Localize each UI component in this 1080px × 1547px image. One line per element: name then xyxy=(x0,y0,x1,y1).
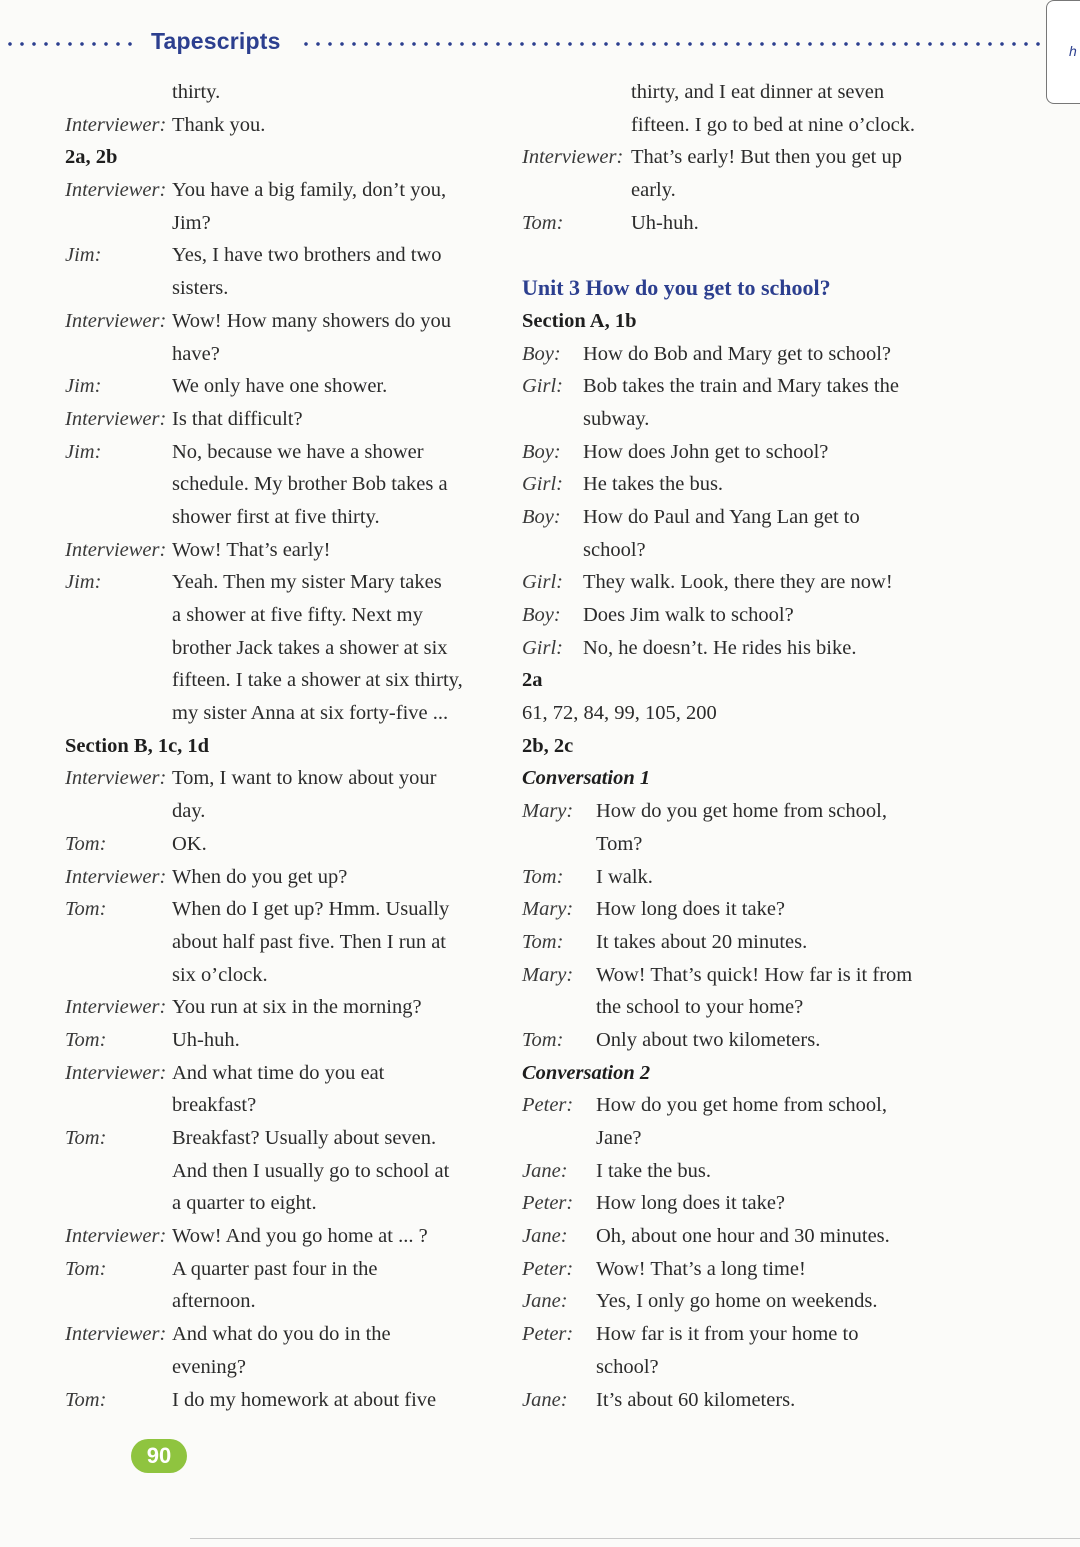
speaker-label: Jane: xyxy=(522,1290,568,1313)
dialogue-text: How do Paul and Yang Lan get to xyxy=(583,505,860,528)
dialogue-text: OK. xyxy=(172,832,207,855)
speaker-label: Jim: xyxy=(65,440,102,463)
speaker-label: Jane: xyxy=(522,1388,568,1411)
dialogue-line xyxy=(522,436,962,469)
dialogue-continuation: my sister Anna at six forty-five ... xyxy=(172,702,449,725)
dialogue-text: No, he doesn’t. He rides his bike. xyxy=(583,636,857,659)
spacer xyxy=(522,239,962,272)
dialogue-line xyxy=(522,141,962,174)
dialogue-continuation-line xyxy=(522,828,962,861)
dialogue-text: And what time do you eat xyxy=(172,1061,385,1084)
speaker-label: Girl: xyxy=(522,473,563,496)
dialogue-line xyxy=(65,1057,505,1090)
dialogue-continuation: fifteen. I take a shower at six thirty, xyxy=(172,669,463,692)
dialogue-line xyxy=(65,1253,505,1286)
dialogue-continuation: brother Jack takes a shower at six xyxy=(172,636,448,659)
page-number-badge: 90 xyxy=(131,1439,187,1473)
right-column xyxy=(522,76,962,1416)
dialogue-text: Wow! How many showers do you xyxy=(172,309,452,332)
dialogue-continuation: about half past five. Then I run at xyxy=(172,930,447,953)
speaker-label: Tom: xyxy=(65,1127,107,1149)
dialogue-continuation-line xyxy=(65,1187,505,1220)
dialogue-line xyxy=(522,632,962,665)
dialogue-line xyxy=(522,1187,962,1220)
dialogue-line xyxy=(65,1318,505,1351)
dialogue-continuation: shower first at five thirty. xyxy=(172,505,380,528)
dialogue-continuation: day. xyxy=(172,800,206,823)
section-title: Tapescripts xyxy=(151,28,281,54)
speaker-label: Boy: xyxy=(522,342,561,365)
dialogue-line xyxy=(522,338,962,371)
page-tab-letter: h xyxy=(1069,43,1077,59)
speaker-label: Mary: xyxy=(522,898,574,921)
dialogue-text: Yeah. Then my sister Mary takes xyxy=(172,571,442,594)
dialogue-line xyxy=(522,566,962,599)
dialogue-continuation: subway. xyxy=(583,407,650,430)
dialogue-continuation-line xyxy=(65,76,505,109)
speaker-label: Interviewer: xyxy=(65,996,167,1019)
dialogue-line xyxy=(522,1285,962,1318)
dialogue-continuation-line xyxy=(65,1285,505,1318)
section-heading: 2a, 2b xyxy=(65,146,118,169)
unit-heading: Unit 3 How do you get to school? xyxy=(522,275,831,301)
dialogue-continuation: sisters. xyxy=(172,277,229,300)
dialogue-line xyxy=(65,1122,505,1155)
speaker-label: Interviewer: xyxy=(65,309,167,332)
dialogue-line xyxy=(65,436,505,469)
dialogue-text: Thank you. xyxy=(172,113,266,136)
speaker-label: Interviewer: xyxy=(65,1061,167,1084)
speaker-label: Tom: xyxy=(522,865,564,888)
dialogue-continuation-line xyxy=(522,403,962,436)
dialogue-text: Yes, I have two brothers and two xyxy=(172,244,442,267)
dialogue-text: How long does it take? xyxy=(596,898,786,921)
dialogue-line xyxy=(65,370,505,403)
speaker-label: Mary: xyxy=(522,963,574,986)
dialogue-line xyxy=(522,207,962,240)
speaker-label: Girl: xyxy=(522,636,563,659)
speaker-label: Interviewer: xyxy=(65,407,167,430)
dialogue-text: Breakfast? Usually about seven. xyxy=(172,1127,437,1149)
dialogue-continuation: a shower at five fifty. Next my xyxy=(172,604,423,626)
dialogue-text: Uh-huh. xyxy=(631,211,699,234)
page-tab xyxy=(1046,0,1080,104)
dialogue-text: When do I get up? Hmm. Usually xyxy=(172,898,450,921)
dialogue-line xyxy=(65,239,505,272)
dialogue-continuation-line xyxy=(65,664,505,697)
speaker-label: Mary: xyxy=(522,800,574,823)
dialogue-line xyxy=(522,1220,962,1253)
dialogue-continuation: school? xyxy=(583,538,646,561)
dialogue-continuation-line xyxy=(522,174,962,207)
plain-text: 61, 72, 84, 99, 105, 200 xyxy=(522,702,717,725)
speaker-label: Jane: xyxy=(522,1159,568,1182)
dialogue-continuation: Jane? xyxy=(596,1127,642,1149)
dialogue-continuation-line xyxy=(65,272,505,305)
dialogue-line xyxy=(65,828,505,861)
header-dotted-rule-right xyxy=(300,42,1052,46)
dialogue-line xyxy=(522,1155,962,1188)
speaker-label: Tom: xyxy=(65,1388,107,1411)
dialogue-text: How do you get home from school, xyxy=(596,800,887,823)
dialogue-text: And what do you do in the xyxy=(172,1323,391,1346)
dialogue-continuation-line xyxy=(522,76,962,109)
dialogue-continuation: early. xyxy=(631,179,676,202)
dialogue-text: No, because we have a shower xyxy=(172,440,424,463)
speaker-label: Girl: xyxy=(522,571,563,594)
speaker-label: Interviewer: xyxy=(65,538,167,561)
dialogue-text: Tom, I want to know about your xyxy=(172,767,437,790)
speaker-label: Jane: xyxy=(522,1225,568,1248)
speaker-label: Interviewer: xyxy=(65,179,167,202)
dialogue-line xyxy=(65,1384,505,1417)
dialogue-line xyxy=(522,1024,962,1057)
heading-line xyxy=(522,664,962,697)
dialogue-text: It’s about 60 kilometers. xyxy=(596,1388,796,1411)
header-dotted-rule-left xyxy=(4,42,138,46)
speaker-label: Interviewer: xyxy=(65,1323,167,1346)
dialogue-line xyxy=(65,762,505,795)
conversation-heading: Conversation 1 xyxy=(522,767,651,790)
dialogue-text: Uh-huh. xyxy=(172,1028,240,1051)
dialogue-line xyxy=(522,795,962,828)
dialogue-continuation-line xyxy=(65,1155,505,1188)
dialogue-text: He takes the bus. xyxy=(583,473,724,496)
dialogue-line xyxy=(522,959,962,992)
dialogue-text: Only about two kilometers. xyxy=(596,1028,821,1051)
heading-line xyxy=(65,730,505,763)
dialogue-line xyxy=(522,1318,962,1351)
dialogue-line xyxy=(522,468,962,501)
dialogue-line xyxy=(522,501,962,534)
dialogue-continuation-line xyxy=(65,1089,505,1122)
dialogue-text: Yes, I only go home on weekends. xyxy=(596,1290,878,1313)
dialogue-line xyxy=(65,174,505,207)
dialogue-text: I take the bus. xyxy=(596,1159,711,1182)
dialogue-continuation-line xyxy=(65,207,505,240)
speaker-label: Peter: xyxy=(522,1192,574,1215)
left-column xyxy=(65,76,505,1416)
heading-line xyxy=(65,141,505,174)
dialogue-text: Wow! And you go home at ... ? xyxy=(172,1225,428,1248)
dialogue-continuation-line xyxy=(65,926,505,959)
speaker-label: Interviewer: xyxy=(65,865,167,888)
dialogue-continuation: And then I usually go to school at xyxy=(172,1159,450,1182)
dialogue-continuation-line xyxy=(65,632,505,665)
dialogue-continuation: breakfast? xyxy=(172,1094,257,1117)
dialogue-text: Wow! That’s early! xyxy=(172,538,331,561)
dialogue-line xyxy=(65,109,505,142)
dialogue-continuation-line xyxy=(522,991,962,1024)
dialogue-line xyxy=(65,1220,505,1253)
dialogue-continuation-line xyxy=(65,338,505,371)
dialogue-continuation: the school to your home? xyxy=(596,996,804,1019)
speaker-label: Jim: xyxy=(65,375,102,398)
speaker-label: Tom: xyxy=(65,1028,107,1051)
dialogue-continuation-line xyxy=(522,1351,962,1384)
speaker-label: Peter: xyxy=(522,1257,574,1280)
speaker-label: Peter: xyxy=(522,1094,574,1117)
dialogue-continuation-line xyxy=(522,109,962,142)
dialogue-text: When do you get up? xyxy=(172,865,348,888)
plain-line xyxy=(522,697,962,730)
dialogue-line xyxy=(522,861,962,894)
dialogue-line xyxy=(522,370,962,403)
speaker-label: Interviewer: xyxy=(65,1225,167,1248)
dialogue-continuation: thirty, and I eat dinner at seven xyxy=(631,81,885,103)
speaker-label: Interviewer: xyxy=(65,767,167,790)
dialogue-text: That’s early! But then you get up xyxy=(631,146,902,169)
conversation-heading-line xyxy=(522,762,962,795)
conversation-heading: Conversation 2 xyxy=(522,1061,651,1084)
dialogue-text: Wow! That’s quick! How far is it from xyxy=(596,963,913,986)
dialogue-line xyxy=(65,403,505,436)
dialogue-text: I do my homework at about five xyxy=(172,1388,437,1411)
dialogue-text: How far is it from your home to xyxy=(596,1323,859,1346)
page-header xyxy=(0,26,1080,62)
dialogue-continuation: schedule. My brother Bob takes a xyxy=(172,473,448,496)
dialogue-line xyxy=(522,1089,962,1122)
section-heading: 2a xyxy=(522,669,543,692)
dialogue-line xyxy=(65,566,505,599)
dialogue-line xyxy=(522,926,962,959)
dialogue-continuation: fifteen. I go to bed at nine o’clock. xyxy=(631,113,916,136)
dialogue-line xyxy=(65,534,505,567)
section-heading: Section B, 1c, 1d xyxy=(65,734,210,757)
heading-line xyxy=(522,305,962,338)
dialogue-continuation-line xyxy=(65,599,505,632)
speaker-label: Jim: xyxy=(65,244,102,267)
dialogue-continuation: afternoon. xyxy=(172,1290,256,1313)
heading-line xyxy=(522,730,962,763)
dialogue-text: Oh, about one hour and 30 minutes. xyxy=(596,1225,890,1248)
dialogue-continuation: school? xyxy=(596,1355,659,1378)
dialogue-text: A quarter past four in the xyxy=(172,1257,378,1280)
dialogue-continuation: thirty. xyxy=(172,81,221,103)
dialogue-continuation: six o’clock. xyxy=(172,963,268,986)
speaker-label: Tom: xyxy=(65,1257,107,1280)
dialogue-continuation: Jim? xyxy=(172,211,211,234)
dialogue-text: Bob takes the train and Mary takes the xyxy=(583,375,899,398)
dialogue-continuation-line xyxy=(522,534,962,567)
dialogue-text: How do you get home from school, xyxy=(596,1094,887,1117)
dialogue-line xyxy=(65,991,505,1024)
section-heading: Section A, 1b xyxy=(522,309,637,332)
dialogue-continuation-line xyxy=(65,1351,505,1384)
dialogue-text: They walk. Look, there they are now! xyxy=(583,571,893,594)
dialogue-text: Does Jim walk to school? xyxy=(583,604,794,626)
speaker-label: Girl: xyxy=(522,375,563,398)
dialogue-line xyxy=(522,893,962,926)
speaker-label: Boy: xyxy=(522,604,561,626)
dialogue-line xyxy=(522,1384,962,1417)
dialogue-line xyxy=(65,305,505,338)
dialogue-continuation-line xyxy=(65,501,505,534)
speaker-label: Tom: xyxy=(522,211,564,234)
bottom-rule xyxy=(190,1538,1080,1539)
dialogue-line xyxy=(522,599,962,632)
dialogue-continuation-line xyxy=(65,959,505,992)
dialogue-text: How do Bob and Mary get to school? xyxy=(583,342,892,365)
dialogue-continuation-line xyxy=(65,468,505,501)
dialogue-continuation-line xyxy=(65,697,505,730)
dialogue-line xyxy=(65,893,505,926)
speaker-label: Tom: xyxy=(522,930,564,953)
dialogue-continuation: a quarter to eight. xyxy=(172,1192,317,1215)
section-heading: 2b, 2c xyxy=(522,734,574,757)
dialogue-text: How long does it take? xyxy=(596,1192,786,1215)
dialogue-text: You have a big family, don’t you, xyxy=(172,179,447,202)
dialogue-continuation-line xyxy=(522,1122,962,1155)
speaker-label: Jim: xyxy=(65,571,102,594)
dialogue-text: How does John get to school? xyxy=(583,440,829,463)
speaker-label: Peter: xyxy=(522,1323,574,1346)
dialogue-text: I walk. xyxy=(596,865,653,888)
dialogue-text: Wow! That’s a long time! xyxy=(596,1257,806,1280)
unit-heading-line xyxy=(522,272,962,305)
dialogue-text: We only have one shower. xyxy=(172,375,388,398)
dialogue-line xyxy=(522,1253,962,1286)
dialogue-line xyxy=(65,861,505,894)
dialogue-text: Is that difficult? xyxy=(172,407,303,430)
dialogue-continuation: have? xyxy=(172,342,220,365)
dialogue-continuation: evening? xyxy=(172,1355,246,1378)
dialogue-text: You run at six in the morning? xyxy=(172,996,422,1019)
speaker-label: Tom: xyxy=(65,832,107,855)
speaker-label: Tom: xyxy=(522,1028,564,1051)
dialogue-continuation-line xyxy=(65,795,505,828)
speaker-label: Tom: xyxy=(65,898,107,921)
dialogue-text: It takes about 20 minutes. xyxy=(596,930,808,953)
conversation-heading-line xyxy=(522,1057,962,1090)
speaker-label: Boy: xyxy=(522,505,561,528)
speaker-label: Interviewer: xyxy=(522,146,624,169)
dialogue-line xyxy=(65,1024,505,1057)
speaker-label: Interviewer: xyxy=(65,113,167,136)
speaker-label: Boy: xyxy=(522,440,561,463)
dialogue-continuation: Tom? xyxy=(596,832,643,855)
